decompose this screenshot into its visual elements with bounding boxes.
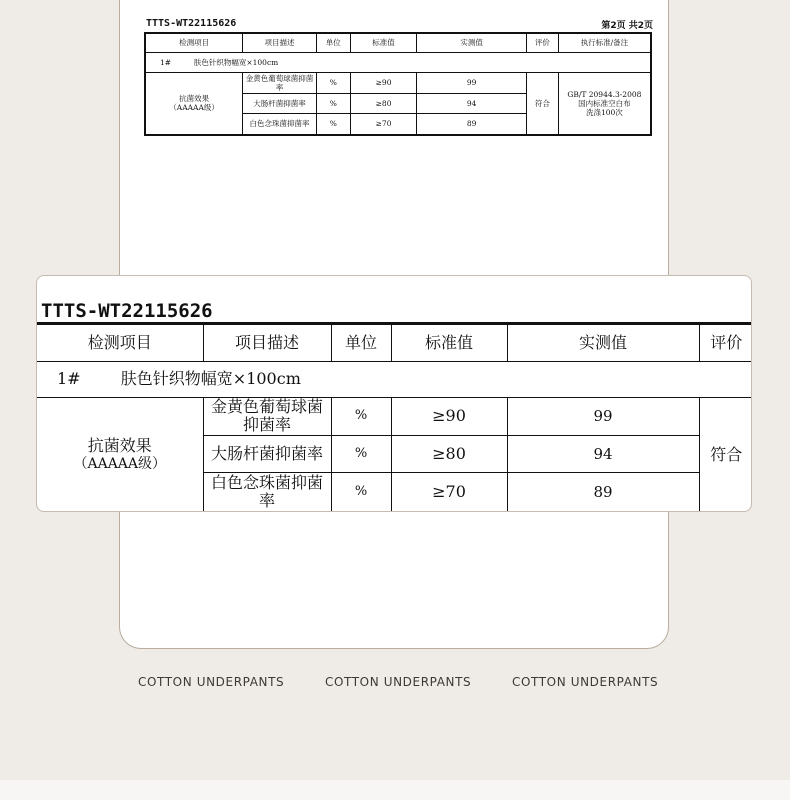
- footer-labels: [0, 675, 790, 691]
- footer-label: COTTON UNDERPANTS: [325, 675, 472, 689]
- sample-cell: [145, 52, 651, 72]
- table-row: [145, 72, 651, 93]
- row-measured: 89: [507, 472, 699, 512]
- sample-row: [145, 52, 651, 72]
- row-unit: %: [331, 472, 391, 512]
- remark-line: 国内标准空白布: [578, 98, 631, 108]
- row-desc: 白色念珠菌抑菌率: [243, 113, 317, 135]
- footer-label: COTTON UNDERPANTS: [512, 675, 659, 689]
- row-desc: [203, 472, 331, 512]
- row-desc: [203, 397, 331, 435]
- col-header: 项目描述: [203, 325, 331, 361]
- bottom-strip: [0, 780, 790, 800]
- row-unit: %: [316, 113, 350, 135]
- sample-desc: 肤色针织物幅宽×100cm: [120, 369, 301, 388]
- zoom-table: [37, 325, 752, 512]
- row-measured: 89: [417, 113, 526, 135]
- sample-no: 1#: [57, 369, 81, 388]
- page-info: 第2页 共2页: [601, 21, 653, 31]
- zoom-detail-panel: [36, 275, 752, 512]
- zoom-report-id: TTTS-WT22115626: [41, 300, 213, 322]
- col-header: 标准值: [391, 325, 507, 361]
- row-measured: 99: [507, 397, 699, 435]
- row-standard: ≥80: [391, 435, 507, 472]
- group-name: 抗菌效果: [179, 94, 210, 104]
- group-name: 抗菌效果: [87, 435, 152, 455]
- row-unit: %: [331, 397, 391, 435]
- remark-cell: [558, 72, 651, 135]
- zoom-header-row: [37, 325, 752, 361]
- row-desc-line: 白色念珠菌抑菌: [210, 473, 323, 493]
- col-header: 实测值: [417, 33, 526, 52]
- report-table: [144, 32, 652, 136]
- col-header: 标准值: [350, 33, 417, 52]
- row-desc: 大肠杆菌抑菌率: [203, 435, 331, 472]
- group-grade: （AAAAA级）: [73, 455, 167, 472]
- col-header: 检测项目: [37, 325, 203, 361]
- row-unit: %: [331, 435, 391, 472]
- row-standard: ≥70: [350, 113, 417, 135]
- group-cell: [145, 72, 243, 135]
- evaluation-cell: 符合: [710, 444, 743, 464]
- col-header: 评价: [699, 325, 752, 361]
- row-unit: %: [316, 93, 350, 113]
- col-header: 单位: [316, 33, 350, 52]
- row-measured: 94: [507, 435, 699, 472]
- row-standard: ≥70: [391, 472, 507, 512]
- group-grade: （AAAAA级）: [169, 103, 219, 113]
- row-desc-line: 金黄色葡萄球菌: [210, 397, 323, 416]
- table-header-row: [145, 33, 651, 52]
- row-standard: ≥90: [391, 397, 507, 435]
- row-measured: 94: [417, 93, 526, 113]
- row-desc: 金黄色葡萄球菌抑菌率: [243, 72, 317, 93]
- row-desc: 大肠杆菌抑菌率: [243, 93, 317, 113]
- footer-label: COTTON UNDERPANTS: [138, 675, 285, 689]
- row-standard: ≥80: [350, 93, 417, 113]
- col-header: 评价: [526, 33, 558, 52]
- col-header: 检测项目: [145, 33, 243, 52]
- sample-cell: [37, 361, 752, 397]
- zoom-sample-row: [37, 361, 752, 397]
- row-desc-line: 率: [258, 491, 275, 511]
- row-desc-line: 抑菌率: [242, 415, 291, 434]
- report-header: [146, 18, 653, 32]
- table-row: [37, 397, 752, 435]
- evaluation-cell: 符合: [526, 72, 558, 135]
- report-id: TTTS-WT22115626: [146, 18, 237, 29]
- remark-line: GB/T 20944.3-2008: [567, 89, 642, 99]
- col-header: 项目描述: [243, 33, 317, 52]
- sample-no: 1#: [160, 57, 172, 67]
- row-unit: %: [316, 72, 350, 93]
- group-cell: [37, 397, 203, 512]
- remark-line: 洗涤100次: [585, 107, 623, 117]
- row-standard: ≥90: [350, 72, 417, 93]
- sample-desc: 肤色针织物幅宽×100cm: [193, 57, 279, 67]
- row-measured: 99: [417, 72, 526, 93]
- col-header: 执行标准/备注: [558, 33, 651, 52]
- col-header: 单位: [331, 325, 391, 361]
- col-header: 实测值: [507, 325, 699, 361]
